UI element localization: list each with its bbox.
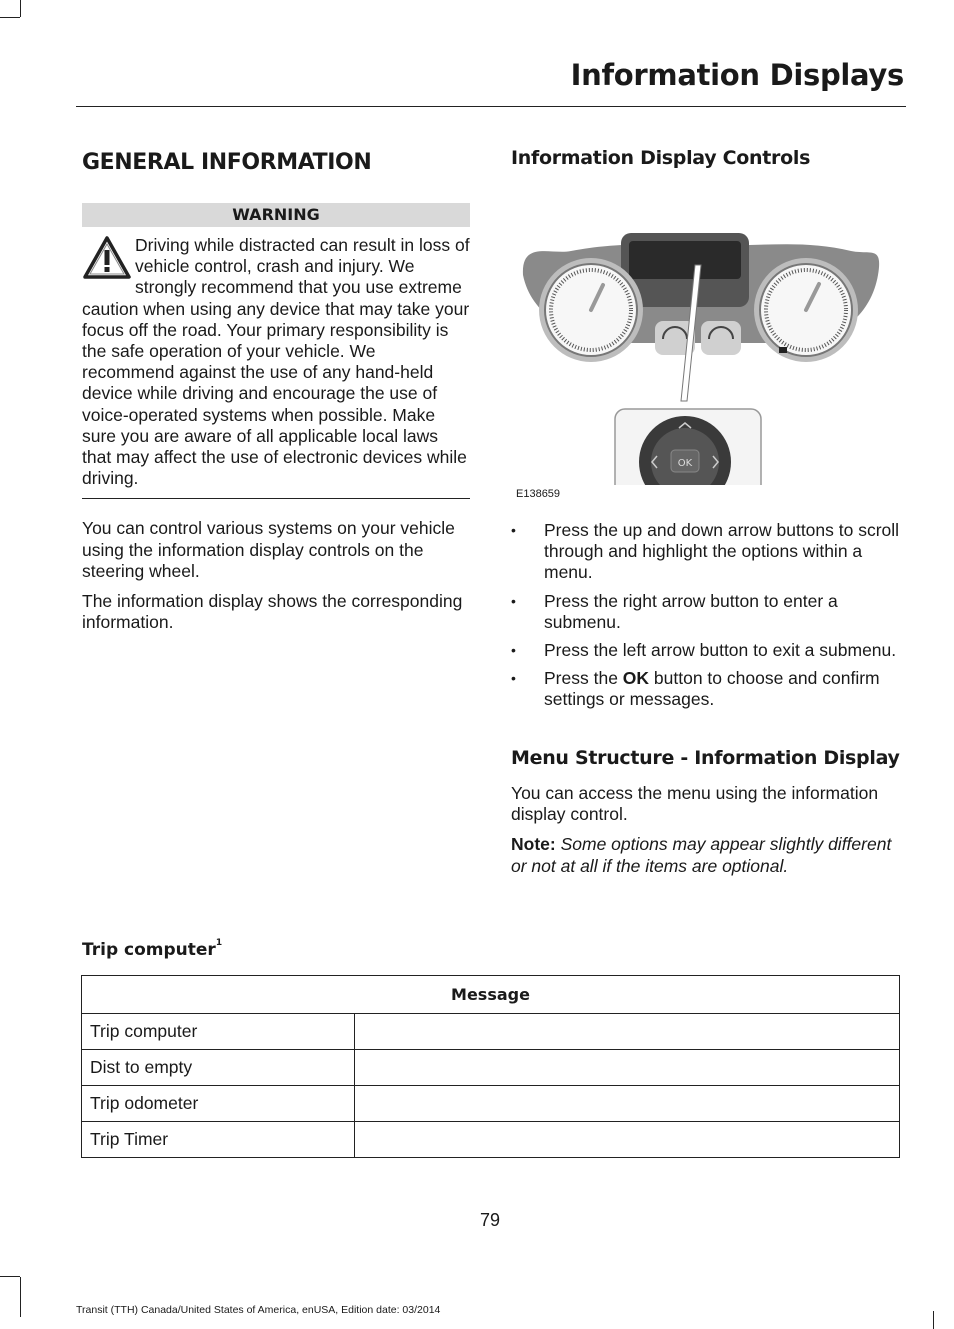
table-row	[82, 1122, 900, 1158]
table-row	[82, 1086, 900, 1122]
title-rule	[76, 106, 906, 107]
bullet-text: Press the up and down arrow buttons to scroll through and highlight the options within a menu.	[544, 520, 900, 583]
warning-triangle-icon	[82, 235, 132, 281]
page-number: 79	[479, 1210, 501, 1230]
table-cell	[355, 1050, 900, 1086]
crop-mark	[0, 17, 20, 18]
warning-block	[82, 235, 470, 489]
edition-footer: Transit (TTH) Canada/United States of America, enUSA, Edition date: 03/2014	[76, 1304, 441, 1316]
section-heading: GENERAL INFORMATION	[82, 150, 372, 175]
paragraph: You can access the menu using the information display control.	[511, 783, 879, 825]
instrument-cluster-diagram	[511, 185, 903, 485]
table-row	[82, 1050, 900, 1086]
table-header-row	[82, 976, 900, 1014]
note-label: Note:	[511, 834, 556, 855]
paragraph: You can control various systems on your vehicle using the information display controls on the steering wheel.	[82, 518, 455, 581]
right-column	[511, 146, 903, 876]
warning-label: WARNING	[82, 203, 470, 227]
bullet-text: Press the	[544, 668, 623, 689]
note-text: Some options may appear slightly different or not at all if the items are optional.	[511, 834, 892, 876]
page-title: Information Displays	[570, 58, 904, 92]
warning-rule	[82, 498, 470, 499]
crop-mark	[20, 1277, 21, 1317]
list-item	[511, 591, 903, 633]
figure-id: E138659	[516, 488, 561, 500]
table-cell: Trip odometer	[82, 1086, 355, 1122]
left-column	[82, 146, 470, 633]
list-item	[511, 640, 903, 661]
section-heading: Information Display Controls	[511, 147, 811, 169]
table-cell: Trip computer	[82, 1014, 355, 1050]
table-cell	[355, 1086, 900, 1122]
crop-mark	[933, 1311, 934, 1329]
bullet-text: Press the right arrow button to enter a submenu.	[544, 590, 838, 632]
trip-heading	[82, 940, 222, 960]
crop-mark	[0, 1276, 20, 1277]
bullet-text: Press the left arrow button to exit a submenu.	[544, 640, 897, 661]
paragraph: The information display shows the corresponding information.	[82, 591, 463, 633]
trip-heading-text: Trip computer	[82, 940, 216, 960]
note	[511, 834, 903, 876]
warning-text: Driving while distracted can result in loss of vehicle control, crash and injury. We strongly recommend that you use extreme caution when using any device that may take your focus off the road. Your primary responsibility is the safe operation of your vehicle. We recommend against the use of any hand-held device while driving and encourage the use of voice-operated systems when possible. Make sure you are aware of all applicable local laws that may affect the use of electronic devices while driving.	[82, 235, 470, 489]
menu-section	[511, 747, 903, 877]
table-cell: Trip Timer	[82, 1122, 355, 1158]
section-heading: Menu Structure - Information Display	[511, 747, 900, 769]
footnote-mark: 1	[215, 938, 223, 949]
table-cell	[355, 1122, 900, 1158]
list-item	[511, 668, 903, 710]
table-cell	[355, 1014, 900, 1050]
table-header: Message	[82, 976, 900, 1014]
table-cell: Dist to empty	[82, 1050, 355, 1086]
crop-mark	[20, 0, 21, 17]
bullet-text: button to choose and confirm settings or messages.	[544, 668, 880, 710]
bullet-bold: OK	[622, 668, 650, 689]
list-item	[511, 520, 903, 584]
bullet-list	[511, 520, 903, 718]
ok-button-label: OK	[677, 458, 693, 469]
message-table	[81, 975, 900, 1158]
table-row	[82, 1014, 900, 1050]
